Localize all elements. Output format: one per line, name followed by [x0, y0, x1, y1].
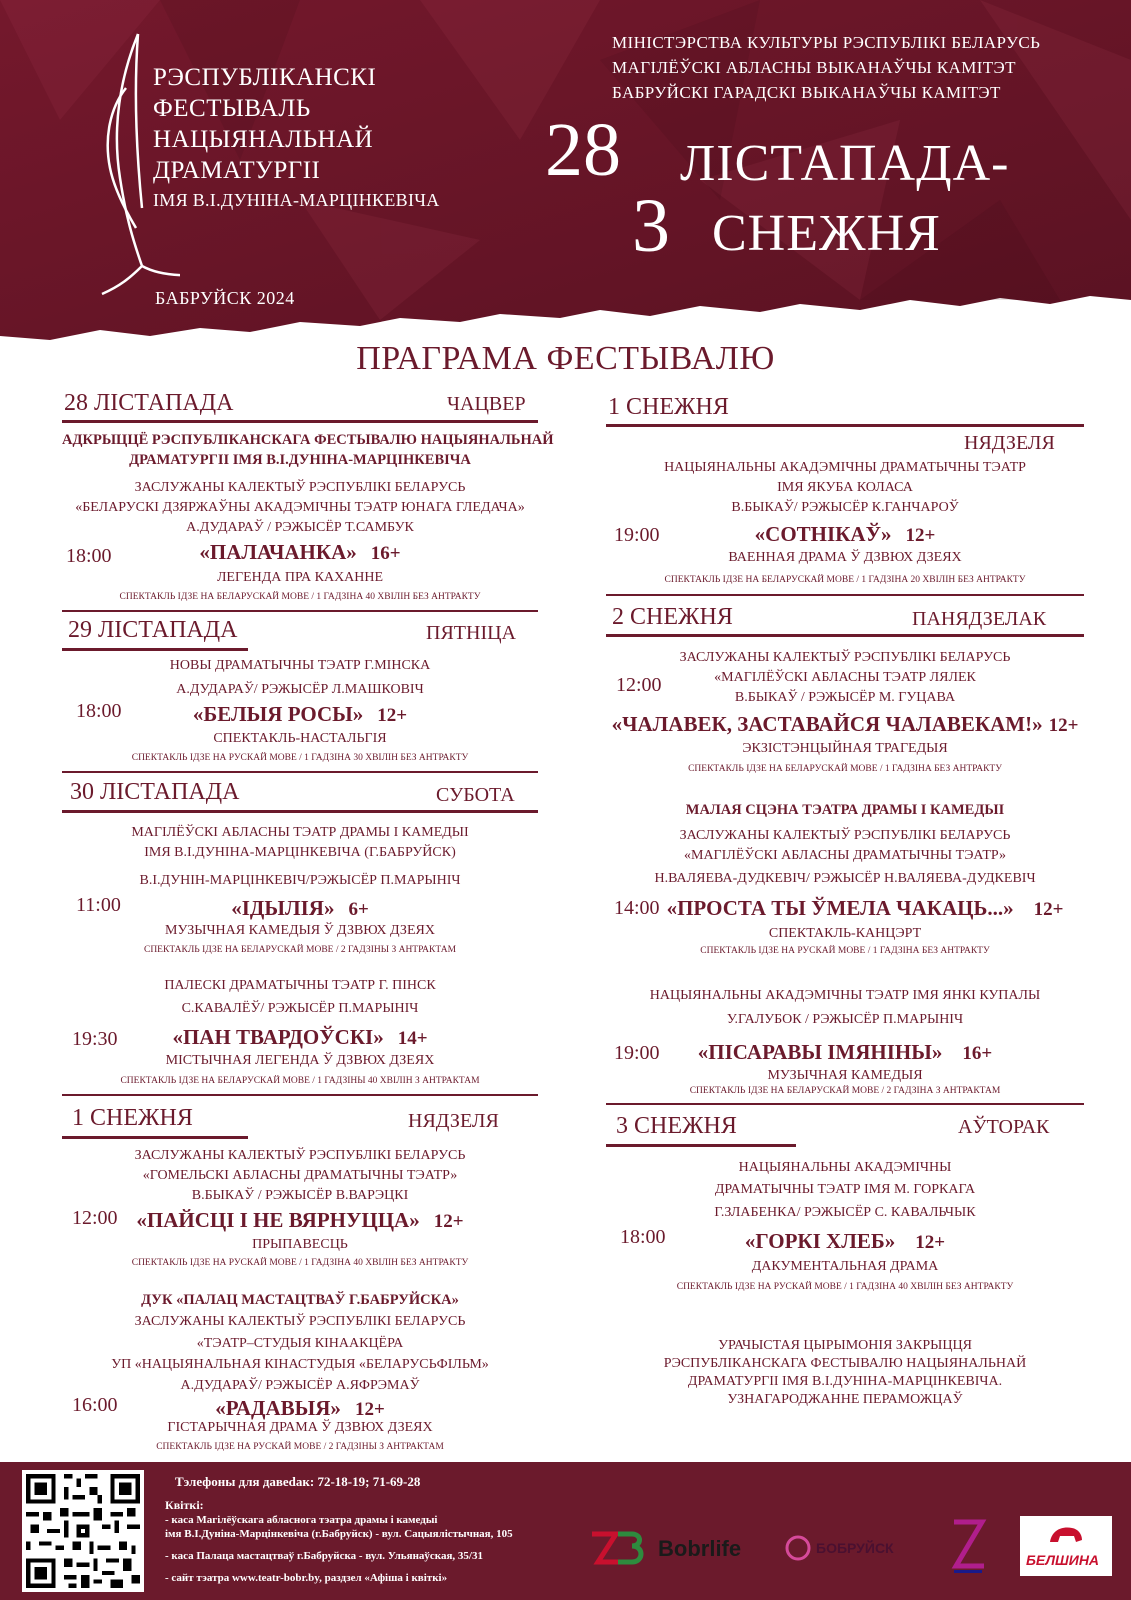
theatre-name: «БЕЛАРУСКІ ДЗЯРЖАЎНЫ АКАДЭМІЧНЫ ТЭАТР ЮНАГА ГЛЕДАЧА» — [75, 500, 525, 515]
theatre-name: УП «НАЦЫЯНАЛЬНАЯ КІНАСТУДЫЯ «БЕЛАРУСЬФІЛЬМ» — [111, 1357, 489, 1372]
age-rating: 16+ — [962, 1043, 993, 1064]
z-sponsor-logo-icon — [948, 1516, 988, 1578]
show-time: 11:00 — [76, 894, 121, 916]
show-title: «ІДЫЛІЯ» — [231, 896, 335, 920]
credits: В.БЫКАЎ/ РЭЖЫСЁР К.ГАНЧАРОЎ — [731, 500, 959, 515]
day-divider — [62, 610, 538, 612]
theatre-name: ДРАМАТЫЧНЫ ТЭАТР ІМЯ М. ГОРКАГА — [714, 1182, 976, 1197]
genre: ДАКУМЕНТАЛЬНАЯ ДРАМА — [751, 1259, 939, 1274]
theatre-name: НАЦЫЯНАЛЬНЫ АКАДЭМІЧНЫ ТЭАТР ІМЯ ЯНКІ КУПАЛЫ — [649, 988, 1041, 1003]
festival-title-line: НАЦЫЯНАЛЬНАЙ — [153, 126, 374, 153]
age-rating: 12+ — [354, 1399, 385, 1420]
theatre-name: ПАЛЕСКІ ДРАМАТЫЧНЫ ТЭАТР Г. ПІНСК — [164, 978, 436, 993]
show-title: «ПРОСТА ТЫ ЎМЕЛА ЧАКАЦЬ...» — [666, 896, 1014, 920]
show-title-row — [606, 712, 1084, 737]
show-time: 19:00 — [614, 1042, 660, 1064]
show-time: 19:00 — [614, 524, 660, 546]
festival-title — [153, 62, 440, 211]
genre: ГІСТАРЫЧНАЯ ДРАМА Ў ДЗВЮХ ДЗЕЯХ — [167, 1420, 433, 1435]
festival-title-line: ФЕСТЫВАЛЬ — [153, 95, 311, 122]
day-divider — [62, 771, 538, 773]
festival-title-line: РЭСПУБЛІКАНСКІ — [153, 64, 377, 91]
closing-ceremony: УРАЧЫСТАЯ ЦЫРЫМОНІЯ ЗАКРЫЦЦЯ — [718, 1338, 972, 1353]
theatre-name: НАЦЫЯНАЛЬНЫ АКАДЭМІЧНЫ — [738, 1160, 952, 1175]
credits: А.ДУДАРАЎ / РЭЖЫСЁР Т.САМБУК — [186, 520, 414, 535]
show-title-row — [606, 1040, 1084, 1065]
theatre-name: ЗАСЛУЖАНЫ КАЛЕКТЫЎ РЭСПУБЛІКІ БЕЛАРУСЬ — [134, 480, 466, 495]
day-divider — [62, 810, 538, 813]
show-title: «ЧАЛАВЕК, ЗАСТАВАЙСЯ ЧАЛАВЕКАМ!» — [611, 712, 1043, 736]
festival-title-line: ДРАМАТУРГІІ — [153, 157, 321, 184]
day-divider — [606, 594, 1084, 596]
closing-ceremony: УЗНАГАРОДЖАННЕ ПЕРАМОЖЦАЎ — [727, 1392, 963, 1407]
show-title-row — [62, 1208, 538, 1233]
show-title-row — [606, 1229, 1084, 1254]
show-info: СПЕКТАКЛЬ ІДЗЕ НА БЕЛАРУСКАЙ МОВЕ / 1 ГАДЗІНЫ 40 ХВІЛІН З АНТРАКТАМ — [120, 1076, 480, 1086]
age-rating: 12+ — [1033, 899, 1064, 920]
show-title: «ПАЛАЧАНКА» — [199, 540, 357, 564]
opening-ceremony: ДРАМАТУРГІІ ІМЯ В.І.ДУНІНА-МАРЦІНКЕВІЧА — [129, 452, 471, 468]
genre: ЭКЗІСТЭНЦЫЙНАЯ ТРАГЕДЫЯ — [742, 741, 948, 756]
show-info: СПЕКТАКЛЬ ІДЗЕ НА БЕЛАРУСКАЙ МОВЕ / 2 ГАДЗІНЫ З АНТРАКТАМ — [143, 945, 457, 955]
show-time: 18:00 — [76, 700, 122, 722]
show-info: СПЕКТАКЛЬ ІДЗЕ НА РУСКАЙ МОВЕ / 2 ГАДЗІНЫ З АНТРАКТАМ — [156, 1442, 444, 1452]
age-rating: 16+ — [370, 543, 401, 564]
genre: ПРЫПАВЕСЦЬ — [252, 1237, 348, 1252]
festival-namesake: ІМЯ В.І.ДУНІНА-МАРЦІНКЕВІЧА — [153, 190, 440, 210]
ticket-info-line: - каса Магілёўскага абласнога тэатра драмы і камедыі — [165, 1514, 438, 1526]
show-time: 12:00 — [72, 1207, 118, 1229]
show-info: СПЕКТАКЛЬ ІДЗЕ НА РУСКАЙ МОВЕ / 1 ГАДЗІНА 30 ХВІЛІН БЕЗ АНТРАКТУ — [131, 753, 469, 763]
theatre-name: НАЦЫЯНАЛЬНЫ АКАДЭМІЧНЫ ДРАМАТЫЧНЫ ТЭАТР — [664, 460, 1026, 475]
show-title: «РАДАВЫЯ» — [215, 1396, 341, 1420]
sponsor-bobruisk: БОБРУЙСК — [816, 1540, 894, 1556]
age-rating: 12+ — [433, 1211, 464, 1232]
show-info: СПЕКТАКЛЬ ІДЗЕ НА РУСКАЙ МОВЕ / 1 ГАДЗІНА 40 ХВІЛІН БЕЗ АНТРАКТУ — [676, 1282, 1014, 1292]
show-title: «БЕЛЫЯ РОСЫ» — [192, 702, 364, 726]
theatre-name: ЗАСЛУЖАНЫ КАЛЕКТЫЎ РЭСПУБЛІКІ БЕЛАРУСЬ — [679, 828, 1011, 843]
show-time: 19:30 — [72, 1028, 118, 1050]
ticket-info-line: імя В.І.Дуніна-Марцінкевіча (г.Бабруйск) - вул. Сацыялістычная, 105 — [165, 1528, 513, 1540]
age-rating: 12+ — [377, 705, 408, 726]
show-title: «ГОРКІ ХЛЕБ» — [744, 1229, 896, 1253]
header-banner — [0, 0, 1131, 360]
day-heading: 1 СНЕЖНЯ — [608, 394, 729, 420]
show-title: «ПАЙСЦІ І НЕ ВЯРНУЦЦА» — [136, 1208, 420, 1232]
day-divider — [606, 634, 1084, 637]
footer — [0, 1462, 1131, 1600]
theatre-name: ІМЯ ЯКУБА КОЛАСА — [777, 480, 913, 495]
show-title: «СОТНІКАЎ» — [754, 522, 892, 546]
theatre-name: ІМЯ В.І.ДУНІНА-МАРЦІНКЕВІЧА (Г.БАБРУЙСК) — [144, 845, 456, 860]
credits: Н.ВАЛЯЕВА-ДУДКЕВІЧ/ РЭЖЫСЁР Н.ВАЛЯЕВА-ДУДКЕВІЧ — [654, 871, 1036, 886]
theatre-name: «МАГІЛЁЎСКІ АБЛАСНЫ ТЭАТР ЛЯЛЕК — [714, 670, 976, 685]
festival-city-year: БАБРУЙСК 2024 — [155, 288, 295, 308]
date-start-month: ЛІСТАПАДА- — [680, 135, 1010, 192]
genre: МУЗЫЧНАЯ КАМЕДЫЯ Ў ДЗВЮХ ДЗЕЯХ — [165, 923, 435, 938]
age-rating: 12+ — [905, 525, 936, 546]
show-title-row — [62, 702, 538, 727]
show-time: 18:00 — [66, 545, 112, 567]
show-title-row — [62, 1025, 538, 1050]
show-title-row — [62, 540, 538, 565]
closing-ceremony: РЭСПУБЛІКАНСКАГА ФЕСТЫВАЛЮ НАЦЫЯНАЛЬНАЙ — [663, 1356, 1027, 1371]
weekday-label: ПАНЯДЗЕЛАК — [912, 608, 1047, 630]
ticket-info-line[interactable]: - сайт тэатра www.teatr-bobr.by, раздзел «Афіша і квіткі» — [165, 1572, 448, 1584]
weekday-label: СУБОТА — [436, 784, 515, 806]
date-start-number: 28 — [545, 108, 621, 192]
weekday-label: НЯДЗЕЛЯ — [964, 432, 1055, 454]
belshina-logo — [1020, 1516, 1112, 1576]
show-info: СПЕКТАКЛЬ ІДЗЕ НА РУСКАЙ МОВЕ / 1 ГАДЗІНА БЕЗ АНТРАКТУ — [700, 946, 990, 956]
show-info: СПЕКТАКЛЬ ІДЗЕ НА БЕЛАРУСКАЙ МОВЕ / 2 ГАДЗІНА З АНТРАКТАМ — [689, 1086, 1001, 1096]
weekday-label: НЯДЗЕЛЯ — [408, 1110, 499, 1132]
day-heading: 3 СНЕЖНЯ — [616, 1113, 737, 1139]
show-info: СПЕКТАКЛЬ ІДЗЕ НА БЕЛАРУСКАЙ МОВЕ / 1 ГАДЗІНА 20 ХВІЛІН БЕЗ АНТРАКТУ — [664, 575, 1026, 585]
genre: СПЕКТАКЛЬ-НАСТАЛЬГІЯ — [213, 731, 387, 746]
genre: МІСТЫЧНАЯ ЛЕГЕНДА Ў ДЗВЮХ ДЗЕЯХ — [165, 1053, 435, 1068]
show-info: СПЕКТАКЛЬ ІДЗЕ НА РУСКАЙ МОВЕ / 1 ГАДЗІНА 40 ХВІЛІН БЕЗ АНТРАКТУ — [131, 1258, 469, 1268]
day-underline — [62, 648, 248, 651]
day-divider — [606, 424, 1084, 427]
age-rating: 12+ — [915, 1232, 946, 1253]
show-info: СПЕКТАКЛЬ ІДЗЕ НА БЕЛАРУСКАЙ МОВЕ / 1 ГАДЗІНА БЕЗ АНТРАКТУ — [688, 764, 1002, 774]
theatre-name: «МАГІЛЁЎСКІ АБЛАСНЫ ДРАМАТЫЧНЫ ТЭАТР» — [684, 848, 1006, 863]
bobruisk-logo-icon — [784, 1534, 812, 1562]
day-underline — [62, 1136, 248, 1139]
day-divider — [62, 1094, 538, 1096]
sponsor-belshina: БЕЛШИНА — [1026, 1552, 1100, 1568]
theatre-name: ЗАСЛУЖАНЫ КАЛЕКТЫЎ РЭСПУБЛІКІ БЕЛАРУСЬ — [679, 650, 1011, 665]
credits: А.ДУДАРАЎ/ РЭЖЫСЁР Л.МАШКОВІЧ — [176, 682, 424, 697]
organizer-line: МІНІСТЭРСТВА КУЛЬТУРЫ РЭСПУБЛІКІ БЕЛАРУСЬ — [612, 33, 1041, 52]
show-title: «ПАН ТВАРДОЎСКІ» — [172, 1025, 384, 1049]
age-rating: 12+ — [1048, 715, 1079, 736]
genre: ЛЕГЕНДА ПРА КАХАННЕ — [216, 570, 384, 585]
day-heading: 29 ЛІСТАПАДА — [68, 617, 238, 643]
organizer-line: БАБРУЙСКІ ГАРАДСКІ ВЫКАНАЎЧЫ КАМІТЭТ — [612, 83, 1001, 102]
weekday-label: ЧАЦВЕР — [447, 393, 526, 415]
phone-numbers: Тэлефоны для давedак: 72-18-19; 71-69-28 — [175, 1474, 421, 1489]
day-heading: 30 ЛІСТАПАДА — [70, 779, 240, 805]
show-time: 12:00 — [616, 674, 662, 696]
day-heading: 1 СНЕЖНЯ — [72, 1105, 193, 1131]
show-info: СПЕКТАКЛЬ ІДЗЕ НА БЕЛАРУСКАЙ МОВЕ / 1 ГАДЗІНА 40 ХВІЛІН БЕЗ АНТРАКТУ — [119, 592, 481, 602]
show-time: 18:00 — [620, 1226, 666, 1248]
credits: А.ДУДАРАЎ/ РЭЖЫСЁР А.ЯФРЭМАЎ — [180, 1378, 420, 1393]
credits: В.БЫКАЎ / РЭЖЫСЁР В.ВАРЭЦКІ — [191, 1188, 409, 1203]
qr-code-graphic — [22, 1470, 144, 1592]
show-time: 16:00 — [72, 1394, 118, 1416]
day-divider — [606, 1103, 1084, 1105]
organizer-line: МАГІЛЁЎСКІ АБЛАСНЫ ВЫКАНАЎЧЫ КАМІТЭТ — [612, 58, 1016, 77]
weekday-label: ПЯТНІЦА — [426, 622, 516, 644]
credits: Г.ЗЛАБЕНКА/ РЭЖЫСЁР С. КАВАЛЬЧЫК — [714, 1205, 976, 1220]
theatre-name: ЗАСЛУЖАНЫ КАЛЕКТЫЎ РЭСПУБЛІКІ БЕЛАРУСЬ — [134, 1148, 466, 1163]
sponsor-bobrlife: Bobrlife — [658, 1536, 742, 1561]
stage-heading: МАЛАЯ СЦЭНА ТЭАТРА ДРАМЫ І КАМЕДЫІ — [685, 802, 1005, 818]
organizers — [612, 30, 1040, 105]
belshina-bison-icon — [1048, 1522, 1084, 1546]
day-underline — [606, 1144, 796, 1147]
theatre-name: «ГОМЕЛЬСКІ АБЛАСНЫ ДРАМАТЫЧНЫ ТЭАТР» — [142, 1168, 458, 1183]
credits: У.ГАЛУБОК / РЭЖЫСЁР П.МАРЫНІЧ — [726, 1012, 964, 1027]
program-title: ПРАГРАМА ФЕСТЫВАЛЮ — [356, 340, 775, 377]
theatre-name: НОВЫ ДРАМАТЫЧНЫ ТЭАТР Г.МІНСКА — [169, 658, 431, 673]
theatre-name: ЗАСЛУЖАНЫ КАЛЕКТЫЎ РЭСПУБЛІКІ БЕЛАРУСЬ — [134, 1314, 466, 1329]
opening-ceremony: АДКРЫЦЦЁ РЭСПУБЛІКАНСКАГА ФЕСТЫВАЛЮ НАЦЫЯНАЛЬНАЙ — [62, 432, 554, 448]
zb-sponsor-logo-icon — [590, 1528, 646, 1568]
date-end-number: 3 — [632, 184, 670, 268]
day-heading: 2 СНЕЖНЯ — [612, 604, 733, 630]
credits: В.БЫКАЎ / РЭЖЫСЁР М. ГУЦАВА — [734, 690, 956, 705]
show-title-row — [62, 896, 538, 921]
theatre-name: «ТЭАТР–СТУДЫЯ КІНААКЦЁРА — [196, 1336, 404, 1351]
day-heading: 28 ЛІСТАПАДА — [64, 390, 234, 416]
genre: ВАЕННАЯ ДРАМА Ў ДЗВЮХ ДЗЕЯХ — [728, 550, 962, 565]
theatre-name: МАГІЛЁЎСКІ АБЛАСНЫ ТЭАТР ДРАМЫ І КАМЕДЫІ — [131, 825, 469, 840]
ticket-info-line: - каса Палаца мастацтваў г.Бабруйска - вул. Ульянаўская, 35/31 — [165, 1550, 483, 1562]
age-rating: 6+ — [348, 899, 369, 920]
qr-code-icon[interactable] — [22, 1470, 144, 1592]
show-title-row — [62, 1396, 538, 1421]
show-title-row — [606, 522, 1084, 547]
credits: В.І.ДУНІН-МАРЦІНКЕВІЧ/РЭЖЫСЁР П.МАРЫНІЧ — [139, 873, 461, 888]
date-end-month: СНЕЖНЯ — [712, 205, 941, 262]
age-rating: 14+ — [397, 1028, 428, 1049]
venue-heading: ДУК «ПАЛАЦ МАСТАЦТВАЎ Г.БАБРУЙСКА» — [141, 1292, 459, 1308]
genre: СПЕКТАКЛЬ-КАНЦЭРТ — [768, 926, 922, 941]
show-time: 14:00 — [614, 897, 660, 919]
tickets-label: Квіткі: — [165, 1498, 204, 1512]
closing-ceremony: ДРАМАТУРГІІ ІМЯ В.І.ДУНІНА-МАРЦІНКЕВІЧА. — [687, 1374, 1003, 1389]
credits: С.КАВАЛЁЎ/ РЭЖЫСЁР П.МАРЫНІЧ — [181, 1001, 419, 1016]
weekday-label: АЎТОРАК — [958, 1116, 1050, 1138]
genre: МУЗЫЧНАЯ КАМЕДЫЯ — [767, 1068, 923, 1083]
show-title-row — [606, 896, 1084, 921]
day-divider — [62, 420, 538, 423]
show-title: «ПІСАРАВЫ ІМЯНІНЫ» — [697, 1040, 943, 1064]
